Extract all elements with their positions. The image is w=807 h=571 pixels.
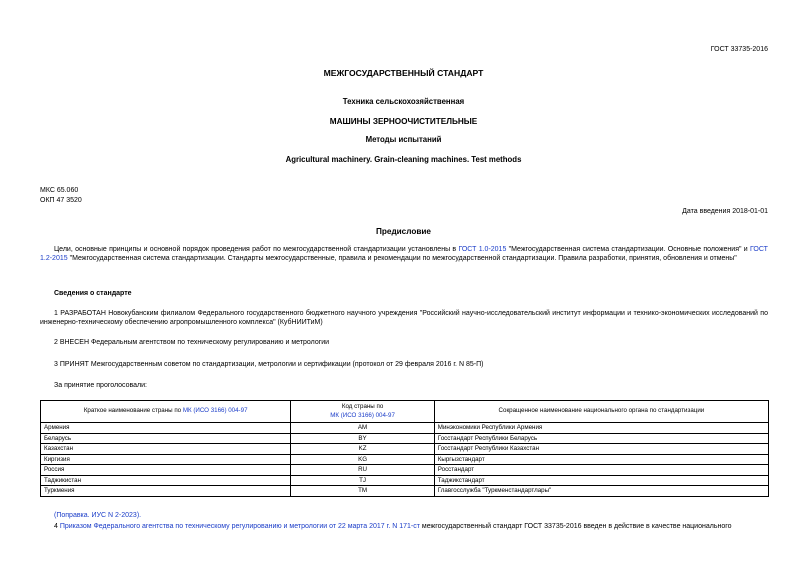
col-code-header [291, 401, 434, 423]
table-header-row [41, 401, 769, 423]
table-row [41, 475, 769, 486]
country-cell: Туркмения [41, 486, 291, 497]
item-2-introduced: 2 ВНЕСЕН Федеральным агентством по техническому регулированию и метрологии [54, 339, 330, 346]
country-cell: Казахстан [41, 444, 291, 455]
country-cell: Таджикистан [41, 475, 291, 486]
org-cell: Минэкономики Республики Армения [434, 423, 768, 434]
col-country-text: Краткое наименование страны по [83, 407, 183, 415]
mks-code: МКС 65.060 [40, 187, 79, 194]
intro-date: Дата введения 2018-01-01 [682, 208, 768, 215]
country-cell: Россия [41, 465, 291, 476]
foreword-paragraph [40, 245, 768, 264]
gost-1-2-link[interactable]: ГОСТ 1.2-2015 [40, 246, 768, 263]
code-cell: BY [291, 433, 434, 444]
org-cell: Росстандарт [434, 465, 768, 476]
col-code-text: Код страны по [341, 403, 384, 411]
org-cell: Госстандарт Республики Беларусь [434, 433, 768, 444]
org-cell: Кыргызстандарт [434, 454, 768, 465]
voting-table [40, 400, 769, 497]
code-cell: KG [291, 454, 434, 465]
country-cell: Беларусь [41, 433, 291, 444]
doc-title: МАШИНЫ ЗЕРНООЧИСТИТЕЛЬНЫЕ [329, 117, 478, 126]
code-cell: KZ [291, 444, 434, 455]
standard-type: МЕЖГОСУДАРСТВЕННЫЙ СТАНДАРТ [323, 68, 484, 78]
code-cell: TJ [291, 475, 434, 486]
info-heading: Сведения о стандарте [54, 290, 132, 297]
table-row [41, 433, 769, 444]
org-cell: Госстандарт Республики Казахстан [434, 444, 768, 455]
foreword-text-1: Цели, основные принципы и основной порядок проведения работ по межгосударственной стандартизации установлены в [54, 246, 459, 253]
code-cell: RU [291, 465, 434, 476]
standard-code: ГОСТ 33735-2016 [710, 46, 768, 53]
foreword-text-3: "Межгосударственная система стандартизации. Стандарты межгосударственные, правила и рекомендации по межгосударственной стандартизации. Правила разработки, принятия, обновления и отмены" [67, 255, 737, 263]
item-4-prefix: 4 [54, 523, 60, 530]
code-cell: AM [291, 423, 434, 434]
table-row [41, 444, 769, 455]
voted-label: За принятие проголосовали: [54, 382, 147, 389]
country-cell: Киргизия [41, 454, 291, 465]
col-country-header [41, 401, 291, 423]
doc-subtitle: Методы испытаний [365, 135, 442, 144]
table-row [41, 486, 769, 497]
foreword-heading: Предисловие [376, 227, 431, 236]
mk-iso-link-1[interactable]: МК (ИСО 3166) 004-97 [182, 407, 248, 415]
item-3-adopted: 3 ПРИНЯТ Межгосударственным советом по стандартизации, метрологии и сертификации (протокол от 29 февраля 2016 г. N 85-П) [54, 361, 484, 368]
org-cell: Главгосслужба "Туркменстандартлары" [434, 486, 768, 497]
country-cell: Армения [41, 423, 291, 434]
order-link[interactable]: Приказом Федерального агентства по техническому регулированию и метрологии от 22 марта 2017 г. N 171-ст [59, 523, 420, 530]
code-cell: TM [291, 486, 434, 497]
amendment-note[interactable]: (Поправка. ИУС N 2-2023). [54, 512, 142, 519]
org-cell: Таджикстандарт [434, 475, 768, 486]
mk-iso-link-2[interactable]: МК (ИСО 3166) 004-97 [330, 411, 395, 419]
foreword-text-2: "Межгосударственная система стандартизации. Основные положения" и [506, 246, 751, 253]
col-org-header: Сокращенное наименование национального органа по стандартизации [434, 401, 768, 423]
okp-code: ОКП 47 3520 [40, 197, 82, 204]
item-4-text: межгосударственный стандарт ГОСТ 33735-2016 введен в действие в качестве национального [419, 523, 732, 530]
doc-title-en: Agricultural machinery. Grain-cleaning machines. Test methods [285, 155, 522, 164]
item-4-enacted [54, 522, 768, 531]
category: Техника сельскохозяйственная [342, 97, 465, 106]
gost-1-0-link[interactable]: ГОСТ 1.0-2015 [458, 246, 507, 253]
table-row [41, 423, 769, 434]
table-row [41, 465, 769, 476]
table-row [41, 454, 769, 465]
item-1-developed: 1 РАЗРАБОТАН Новокубанским филиалом Федерального государственного бюджетного научного учреждения "Российский научно-исследовательский институт информации и технико-экономических исследований по инженерно-техническому обеспечению агропромышленного комплекса" (КубНИИТиМ) [40, 310, 768, 327]
